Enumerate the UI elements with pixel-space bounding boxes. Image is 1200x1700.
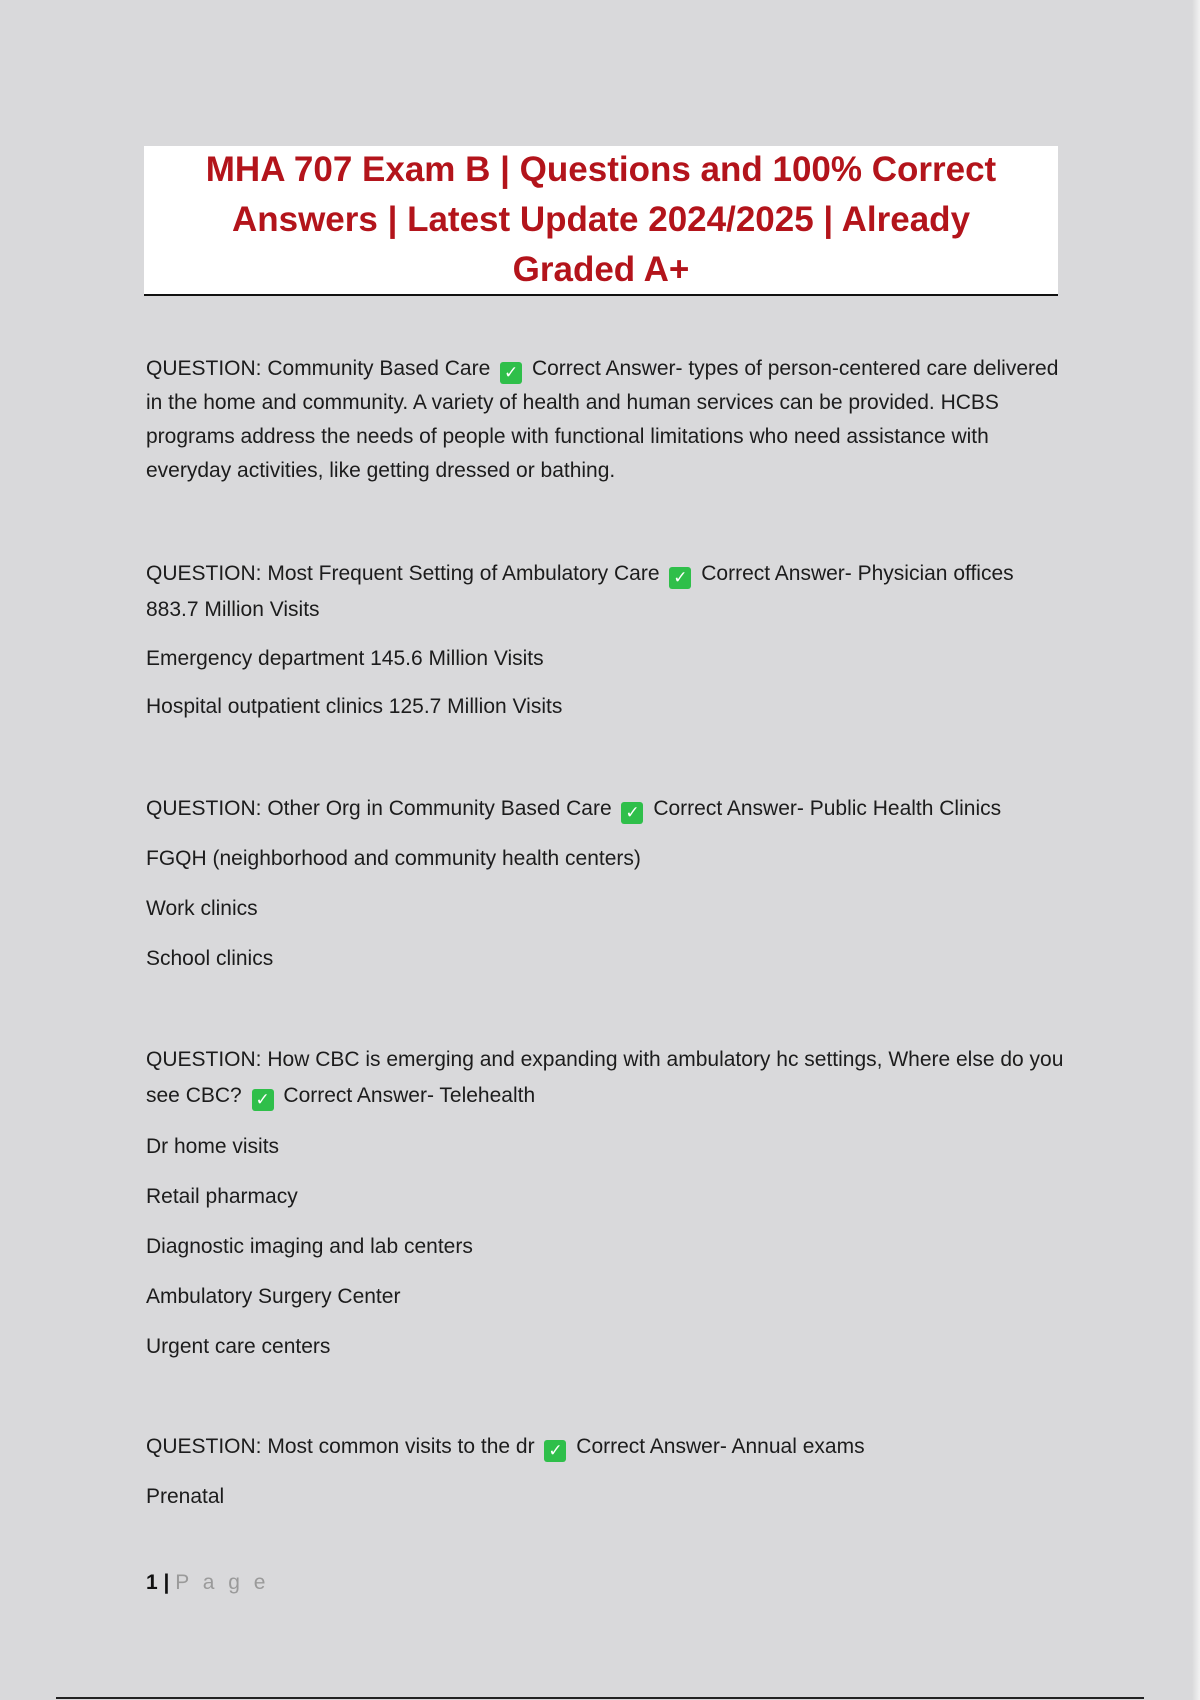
answer-line: Prenatal [146, 1485, 225, 1508]
checkmark-icon: ✓ [252, 1089, 274, 1111]
answer-line: Ambulatory Surgery Center [146, 1285, 401, 1308]
page-edge [1192, 0, 1200, 1700]
answer-line: FGQH (neighborhood and community health centers) [146, 847, 641, 870]
question-block [146, 556, 1066, 724]
answer-line: School clinics [146, 947, 274, 970]
checkmark-icon: ✓ [544, 1440, 566, 1462]
answer-line: Hospital outpatient clinics 125.7 Million Visits [146, 695, 563, 718]
answer-line: Dr home visits [146, 1135, 280, 1158]
question-block [146, 1042, 1066, 1364]
footer-separator: | [163, 1571, 170, 1594]
document-title: MHA 707 Exam B | Questions and 100% Correct Answers | Latest Update 2024/2025 | Already Graded A+ [205, 150, 997, 289]
answer-line: Work clinics [146, 897, 258, 920]
answer-line: Diagnostic imaging and lab centers [146, 1235, 473, 1258]
question-block [146, 352, 1066, 488]
question-text: QUESTION: Community Based Care [146, 357, 491, 380]
checkmark-icon: ✓ [500, 362, 522, 384]
page-number: 1 [146, 1571, 158, 1594]
question-block [146, 1430, 1066, 1514]
answer-text: Correct Answer- Telehealth [283, 1084, 536, 1107]
checkmark-icon: ✓ [669, 567, 691, 589]
question-block [146, 792, 1066, 976]
answer-text: Correct Answer- Public Health Clinics [653, 797, 1002, 820]
question-text: QUESTION: Most Frequent Setting of Ambulatory Care [146, 562, 660, 585]
document-body [146, 352, 1066, 1514]
answer-text: Correct Answer- Physician offices 883.7 Million Visits [146, 562, 1014, 621]
answer-text: Correct Answer- types of person-centered care delivered in the home and community. A variety of health and human services can be provided. HCBS programs address the needs of people with functional limitations who need assistance with everyday activities, like getting dressed or bathing. [146, 357, 1059, 482]
answer-text: Correct Answer- Annual exams [576, 1435, 865, 1458]
answer-line: Retail pharmacy [146, 1185, 298, 1208]
document-title-box [144, 146, 1058, 296]
page-label: P a g e [175, 1571, 270, 1594]
question-text: QUESTION: Other Org in Community Based Care [146, 797, 612, 820]
answer-line: Emergency department 145.6 Million Visits [146, 647, 544, 670]
page-bottom-divider [56, 1697, 1144, 1699]
answer-line: Urgent care centers [146, 1335, 331, 1358]
question-text: QUESTION: Most common visits to the dr [146, 1435, 535, 1458]
page-footer [146, 1568, 269, 1598]
checkmark-icon: ✓ [621, 802, 643, 824]
question-text: QUESTION: How CBC is emerging and expanding with ambulatory hc settings, Where else do you see CBC? [146, 1048, 1064, 1107]
